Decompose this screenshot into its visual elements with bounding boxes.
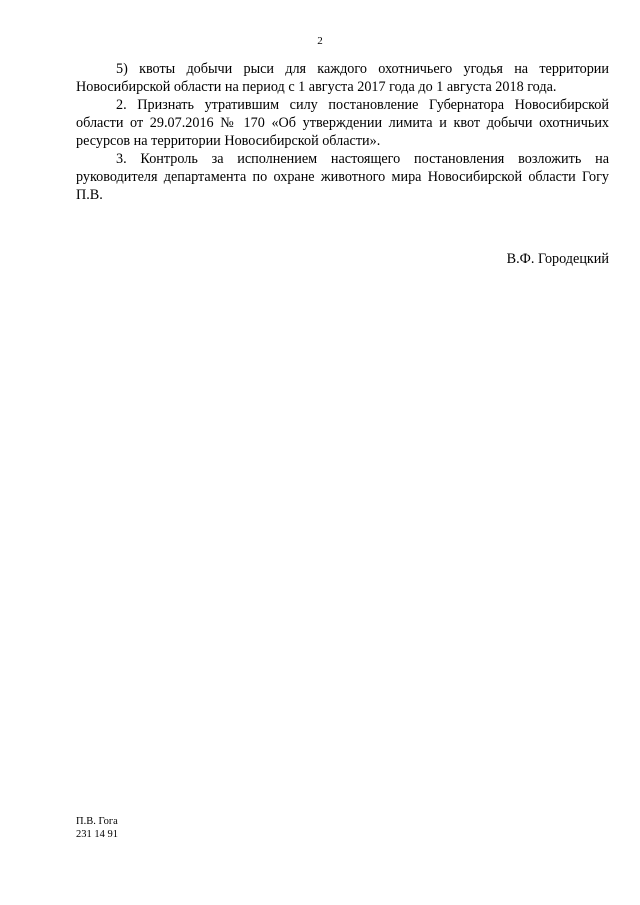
paragraph-repeal: 2. Признать утратившим силу постановление Губернатора Новосибирской области от 29.07.2016 № 170 «Об утверждении лимита и квот добычи охотничьих ресурсов на территории Новосибирской области». bbox=[76, 97, 609, 149]
paragraph-control: 3. Контроль за исполнением настоящего постановления возложить на руководителя департамента по охране животного мира Новосибирской области Гогу П.В. bbox=[76, 151, 609, 203]
executor-info bbox=[76, 815, 118, 841]
signature-name: В.Ф. Городецкий bbox=[506, 251, 609, 267]
executor-name: П.В. Гога bbox=[76, 816, 118, 827]
page-number: 2 bbox=[317, 35, 323, 47]
document-body bbox=[76, 60, 609, 204]
executor-phone: 231 14 91 bbox=[76, 829, 118, 840]
paragraph-quota-item: 5) квоты добычи рыси для каждого охотничьего угодья на территории Новосибирской области на период с 1 августа 2017 года до 1 августа 2018 года. bbox=[76, 61, 609, 95]
